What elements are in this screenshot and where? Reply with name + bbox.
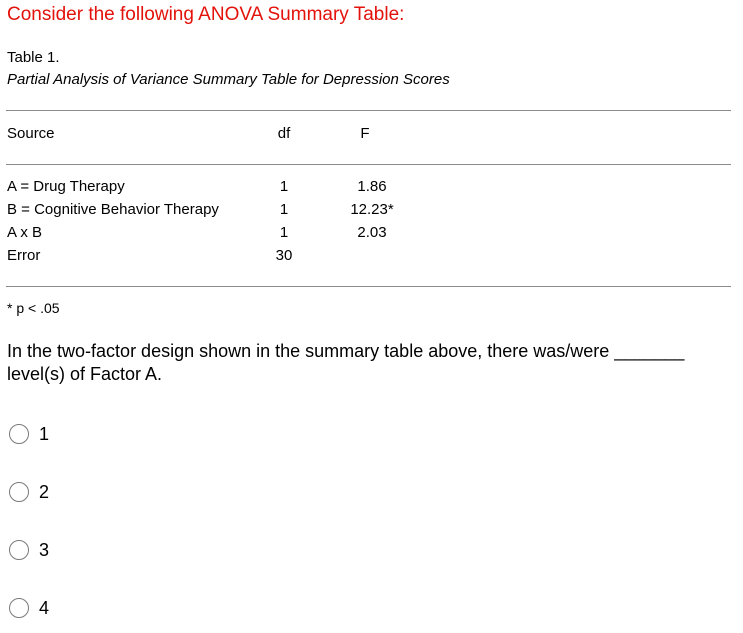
row-f: 1.86 <box>357 178 387 195</box>
row-source: A = Drug Therapy <box>7 178 125 195</box>
option-label: 4 <box>39 598 50 618</box>
row-df: 1 <box>279 178 289 195</box>
row-f: 12.23* <box>350 201 394 218</box>
table-row <box>0 247 743 270</box>
row-df: 1 <box>279 201 289 218</box>
option-label: 1 <box>39 424 50 444</box>
header-f: F <box>360 125 370 142</box>
page-heading: Consider the following ANOVA Summary Table: <box>7 4 405 25</box>
table-caption: Partial Analysis of Variance Summary Table for Depression Scores <box>7 71 450 88</box>
option-label: 2 <box>39 482 50 502</box>
radio-button[interactable] <box>9 540 29 560</box>
row-source: Error <box>7 247 41 264</box>
table-header-rule <box>6 164 731 165</box>
table-number: Table 1. <box>7 49 60 66</box>
table-bottom-rule <box>6 286 731 287</box>
radio-button[interactable] <box>9 482 29 502</box>
row-df: 1 <box>279 224 289 241</box>
question-text: In the two-factor design shown in the summary table above, there was/were _______ level(s) of Factor A. <box>7 341 685 384</box>
table-note: * p < .05 <box>7 300 60 316</box>
row-df: 30 <box>275 247 293 264</box>
row-source: B = Cognitive Behavior Therapy <box>7 201 219 218</box>
table-row <box>0 201 743 224</box>
table-top-rule <box>6 110 731 111</box>
radio-button[interactable] <box>9 598 29 618</box>
row-source: A x B <box>7 224 43 241</box>
option-label: 3 <box>39 540 50 560</box>
header-source: Source <box>7 125 55 142</box>
row-f: 2.03 <box>357 224 387 241</box>
header-df: df <box>277 125 291 142</box>
table-row <box>0 178 743 201</box>
table-row <box>0 224 743 247</box>
radio-button[interactable] <box>9 424 29 444</box>
